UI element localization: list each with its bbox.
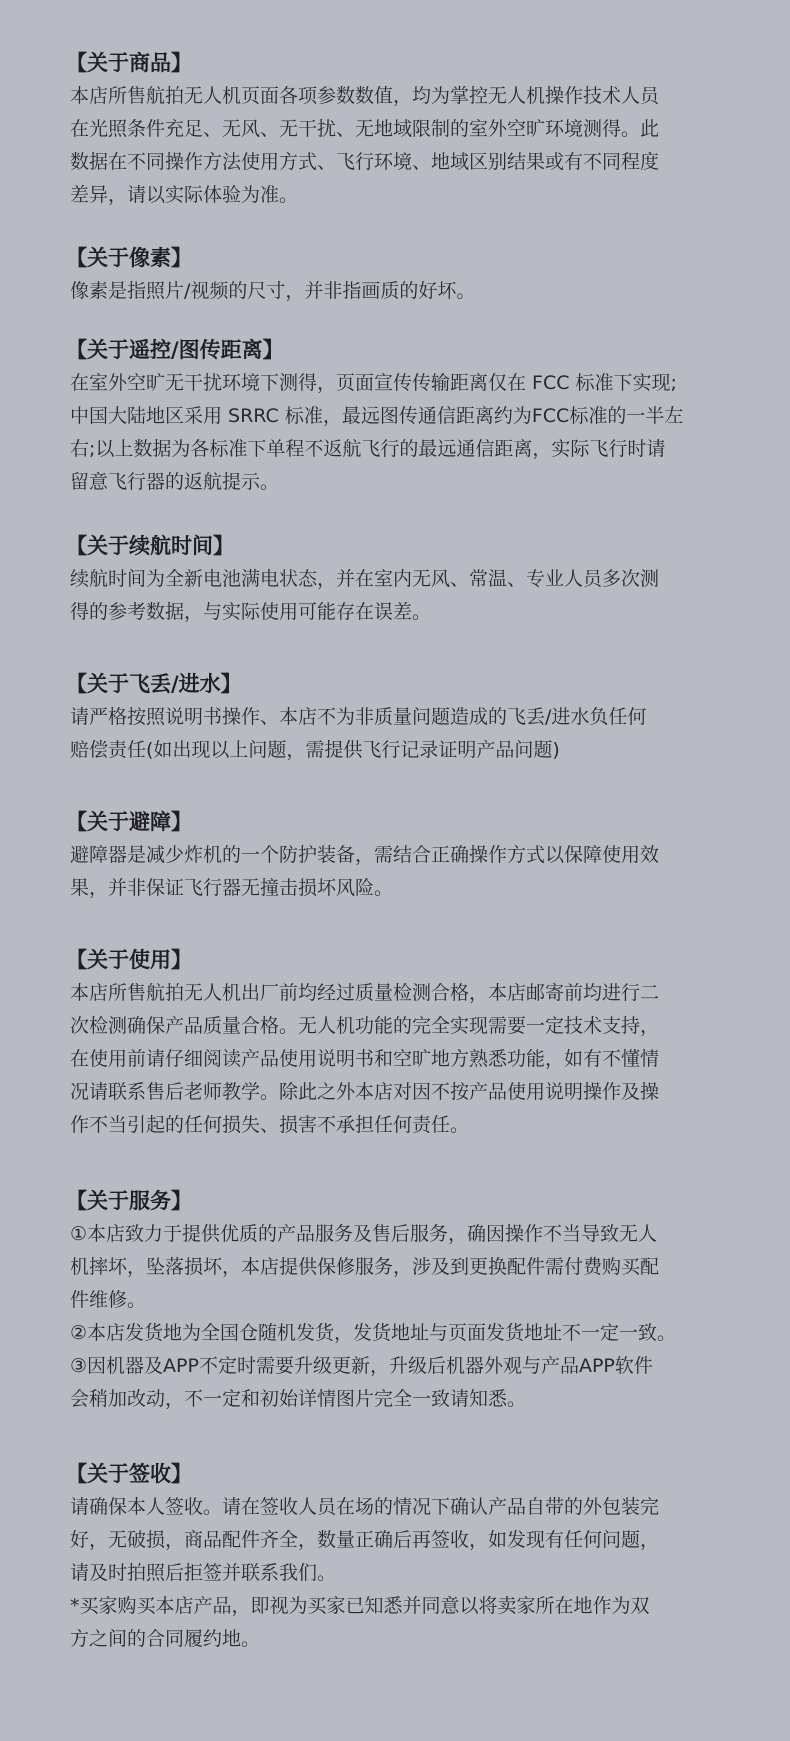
body-line: 赔偿责任(如出现以上问题，需提供飞行记录证明产品问题)	[70, 739, 560, 761]
section-title: 【关于飞丢/进水】	[66, 672, 242, 696]
body-line: 本店所售航拍无人机出厂前均经过质量检测合格，本店邮寄前均进行二	[70, 982, 660, 1004]
body-line: 在使用前请仔细阅读产品使用说明书和空旷地方熟悉功能，如有不懂情	[70, 1048, 660, 1070]
body-line: 方之间的合同履约地。	[70, 1628, 261, 1650]
body-line: 续航时间为全新电池满电状态，并在室内无风、常温、专业人员多次测	[70, 568, 660, 590]
body-line: 差异，请以实际体验为准。	[70, 184, 299, 206]
body-line: ②本店发货地为全国仓随机发货，发货地址与页面发货地址不一定一致。	[70, 1322, 677, 1344]
body-line: 请确保本人签收。请在签收人员在场的情况下确认产品自带的外包装完	[70, 1496, 660, 1518]
body-line: ③因机器及APP不定时需要升级更新，升级后机器外观与产品APP软件	[70, 1355, 653, 1377]
section-title: 【关于遥控/图传距离】	[66, 338, 284, 362]
section-title: 【关于使用】	[66, 948, 192, 972]
section-obstacle-avoidance	[66, 807, 730, 905]
body-line: 请及时拍照后拒签并联系我们。	[70, 1562, 337, 1584]
body-line: 请严格按照说明书操作、本店不为非质量问题造成的飞丢/进水负任何	[70, 706, 647, 728]
body-line: 中国大陆地区采用 SRRC 标准，最远图传通信距离约为FCC标准的一半左	[70, 405, 684, 427]
body-line: 作不当引起的任何损失、损害不承担任何责任。	[70, 1114, 470, 1136]
section-pixels	[66, 243, 730, 308]
body-line: 本店所售航拍无人机页面各项参数数值，均为掌控无人机操作技术人员	[70, 85, 660, 107]
section-title: 【关于续航时间】	[66, 534, 234, 558]
body-line: ①本店致力于提供优质的产品服务及售后服务，确因操作不当导致无人	[70, 1223, 658, 1245]
body-line: 会稍加改动，不一定和初始详情图片完全一致请知悉。	[70, 1388, 527, 1410]
body-line: *买家购买本店产品，即视为买家已知悉并同意以将卖家所在地作为双	[70, 1595, 650, 1617]
body-line: 况请联系售后老师教学。除此之外本店对因不按产品使用说明操作及操	[70, 1081, 660, 1103]
section-product	[66, 48, 730, 212]
body-line: 避障器是减少炸机的一个防护装备，需结合正确操作方式以保障使用效	[70, 844, 660, 866]
body-line: 数据在不同操作方法使用方式、飞行环境、地域区别结果或有不同程度	[70, 151, 660, 173]
body-line: 像素是指照片/视频的尺寸，并非指画质的好坏。	[70, 280, 476, 302]
section-transmission-distance	[66, 335, 730, 499]
section-title: 【关于签收】	[66, 1462, 192, 1486]
body-line: 机摔坏，坠落损坏，本店提供保修服务，涉及到更换配件需付费购买配	[70, 1256, 660, 1278]
section-flight-time	[66, 531, 730, 629]
body-line: 得的参考数据，与实际使用可能存在误差。	[70, 601, 432, 623]
section-loss-water	[66, 669, 730, 767]
body-line: 在室外空旷无干扰环境下测得，页面宣传传输距离仅在 FCC 标准下实现;	[70, 372, 677, 394]
body-line: 好，无破损，商品配件齐全，数量正确后再签收，如发现有任何问题，	[70, 1529, 660, 1551]
body-line: 右;以上数据为各标准下单程不返航飞行的最远通信距离，实际飞行时请	[70, 438, 666, 460]
body-line: 次检测确保产品质量合格。无人机功能的完全实现需要一定技术支持，	[70, 1015, 660, 1037]
section-title: 【关于商品】	[66, 51, 192, 75]
section-title: 【关于像素】	[66, 246, 192, 270]
body-line: 果，并非保证飞行器无撞击损坏风险。	[70, 877, 394, 899]
body-line: 在光照条件充足、无风、无干扰、无地域限制的室外空旷环境测得。此	[70, 118, 660, 140]
section-usage	[66, 945, 730, 1142]
body-line: 留意飞行器的返航提示。	[70, 471, 280, 493]
section-title: 【关于避障】	[66, 810, 192, 834]
section-service	[66, 1186, 730, 1416]
body-line: 件维修。	[70, 1289, 147, 1311]
section-title: 【关于服务】	[66, 1189, 192, 1213]
section-signing	[66, 1459, 730, 1656]
